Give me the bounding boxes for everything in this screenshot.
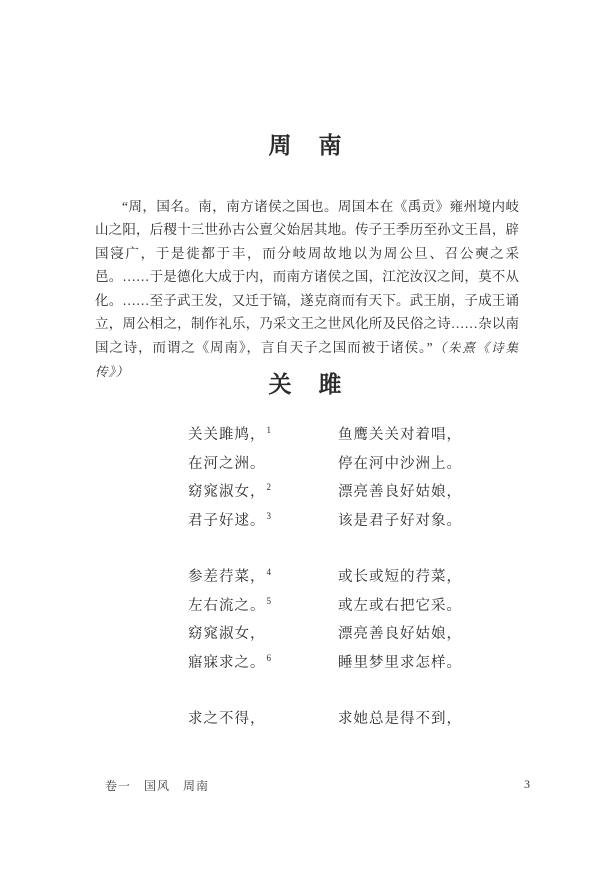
poem-line-original: 参差荇菜，$^4$ <box>188 567 271 585</box>
poem-stanza <box>188 707 462 736</box>
poem-line <box>188 452 462 481</box>
poem-title: 关 雎 <box>268 372 344 397</box>
poem-line <box>188 423 462 452</box>
poem-line-translation: 漂亮善良好姑娘， <box>338 626 462 642</box>
footnote-marker: 5 <box>266 595 271 606</box>
footnote-marker: 6 <box>266 652 271 663</box>
page-number: 3 <box>524 777 530 791</box>
poem-line <box>188 480 462 509</box>
poem-line-translation: 鱼鹰关关对着唱， <box>338 427 462 443</box>
poem-line <box>188 565 462 594</box>
poem-line-original: 君子好逑。$^3$ <box>188 510 271 529</box>
poem-line-original: 窈窕淑女，$^2$ <box>188 482 271 500</box>
poem-line-translation: 或长或短的荇菜， <box>338 569 462 585</box>
poem-line-translation: 漂亮善良好姑娘， <box>338 484 462 500</box>
poem-line-original: 寤寐求之。$^6$ <box>188 652 271 671</box>
poem-line-original: 左右流之。$^5$ <box>188 595 271 614</box>
poem-line-translation: 求她总是得不到， <box>338 711 462 727</box>
poem-line-original: 求之不得， <box>188 711 266 727</box>
footnote-marker: 1 <box>266 425 271 436</box>
poem-line <box>188 651 462 680</box>
poem-line-translation: 睡里梦里求怎样。 <box>338 654 462 671</box>
poem-line <box>188 622 462 651</box>
poem-line <box>188 509 462 538</box>
page-footer <box>0 777 612 795</box>
poem-line <box>188 594 462 623</box>
footnote-marker: 4 <box>266 567 271 578</box>
poem-line <box>188 707 462 736</box>
commentary-source: （朱熹《诗集传》） <box>95 340 519 379</box>
footnote-marker: 2 <box>266 482 271 493</box>
poem-line-translation: 停在河中沙洲上。 <box>338 455 462 472</box>
commentary-paragraph <box>95 195 519 385</box>
poem-line-original: 在河之洲。 <box>188 455 266 472</box>
commentary-text: “周，国名。南，南方诸侯之国也。周国本在《禹贡》雍州境内岐山之阳，后稷十三世孙古公亶父始居其地。传子王季历至孙文王昌，辟国寖广，于是徙都于丰，而分岐周故地以为周公旦、召公奭之采邑。……于是德化大成于内，而南方诸侯之国，江沱汝汉之间，莫不从化。……至子武王发，又迁于镐，遂克商而有天下。武王崩，子成王诵立，周公相之，制作礼乐，乃采文王之世风化所及民俗之诗……杂以南国之诗，而谓之《周南》，言自天子之国而被于诸侯。” <box>95 198 519 355</box>
poem-line-original: 窈窕淑女， <box>188 626 266 642</box>
footnote-marker: 3 <box>266 510 271 521</box>
poem-stanza <box>188 423 462 537</box>
section-title: 周 南 <box>268 133 344 158</box>
poem-body <box>188 423 462 764</box>
poem-line-translation: 该是君子好对象。 <box>338 512 462 529</box>
poem-stanza <box>188 565 462 679</box>
poem-line-translation: 或左或右把它采。 <box>338 597 462 614</box>
running-footer-text: 卷一 国风 周南 <box>105 779 210 793</box>
poem-line-original: 关关雎鸠，$^1$ <box>188 425 271 443</box>
